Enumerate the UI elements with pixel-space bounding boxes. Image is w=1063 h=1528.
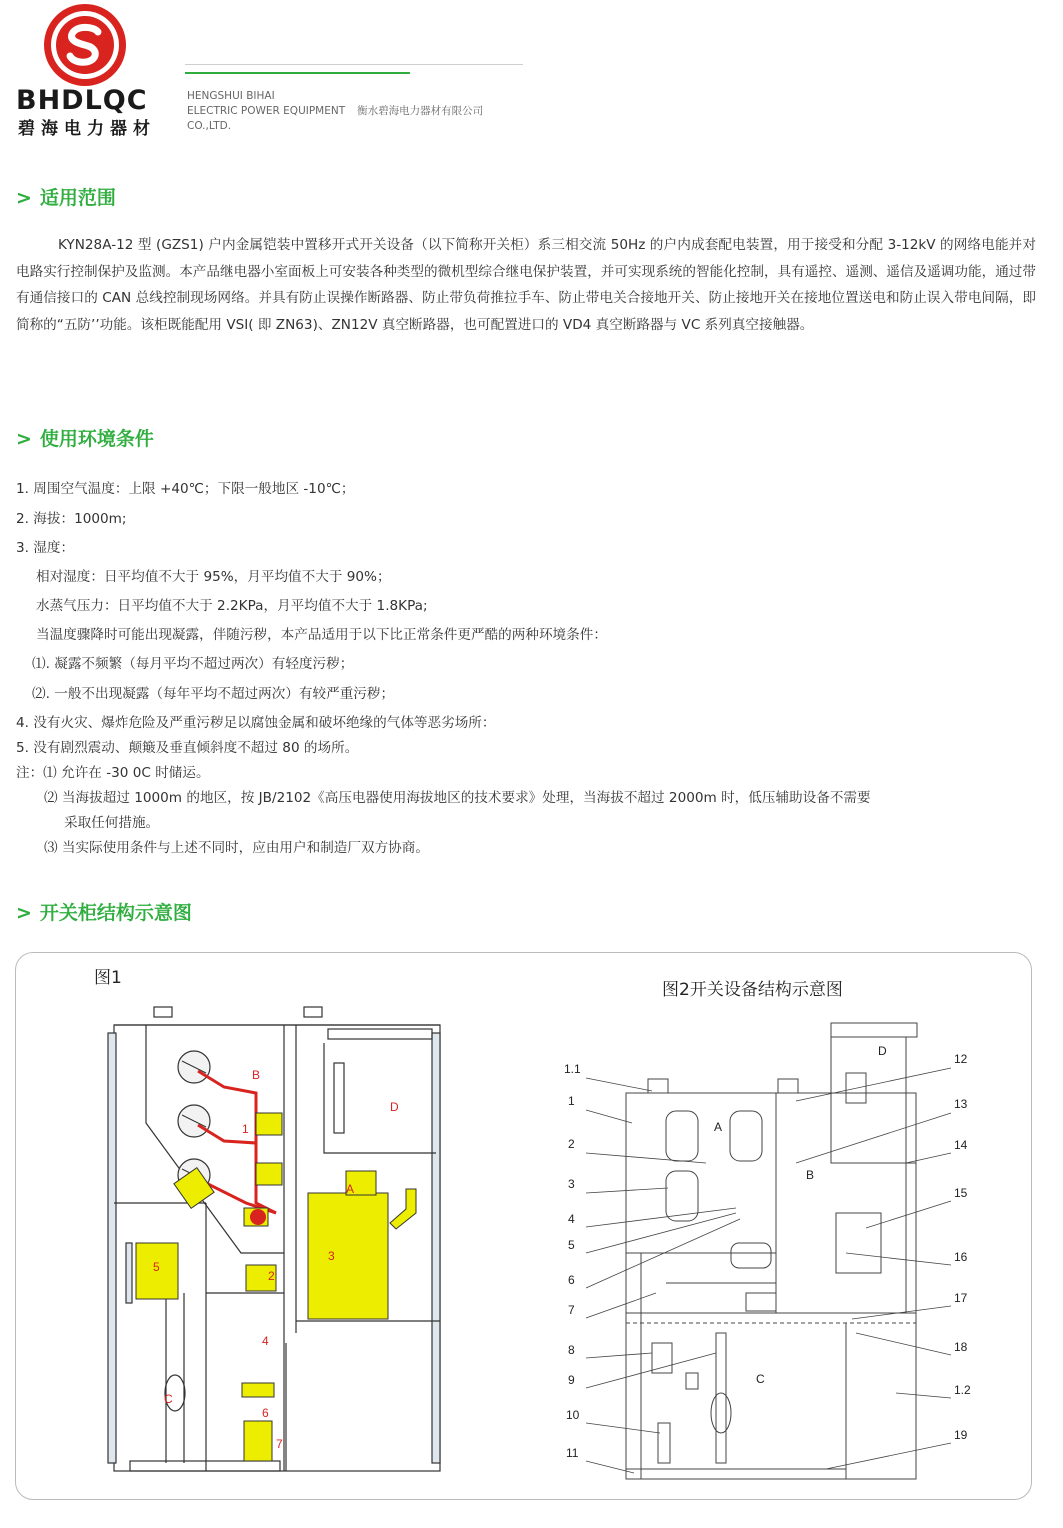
note-line-1: 注：⑴ 允许在 -30 0C 时储运。 [16,765,210,781]
fig2-mark-12: 12 [954,1052,968,1066]
env-line-5: 5. 没有剧烈震动、颠簸及垂直倾斜度不超过 80 的场所。 [16,740,359,756]
fig2-mark-1-2: 1.2 [954,1383,971,1397]
logo-text: BHDLQC [16,85,148,116]
figure1-switchgear-diagram [106,1003,446,1483]
fig2-mark-8: 8 [568,1343,575,1357]
env-line-4: 4. 没有火灾、爆炸危险及严重污秽足以腐蚀金属和破坏绝缘的气体等恶劣场所： [16,715,496,731]
fig1-mark-2: 2 [268,1269,275,1283]
note-line-2-cont: 采取任何措施。 [64,815,160,831]
fig2-mark-D: D [878,1044,887,1058]
section-title-structure: > 开关柜结构示意图 [16,902,192,924]
company-en-line1: HENGSHUI BIHAI [187,90,275,102]
fig2-mark-B: B [806,1168,815,1182]
env-line-humidity: 相对湿度：日平均值不大于 95%，月平均值不大于 90%； [36,569,391,585]
fig2-mark-16: 16 [954,1250,968,1264]
fig2-mark-3: 3 [568,1177,575,1191]
fig2-mark-1-1: 1.1 [564,1062,581,1076]
fig2-mark-15: 15 [954,1186,968,1200]
fig2-mark-A: A [714,1120,723,1134]
fig1-mark-A: A [346,1182,355,1196]
header-divider [185,64,523,65]
note-line-2: ⑵ 当海拔超过 1000m 的地区，按 JB/2102《高压电器使用海拔地区的技术要求》处理，当海拔不超过 2000m 时，低压辅助设备不需要 [44,790,871,806]
company-en-line3: CO.,LTD. [187,120,232,132]
env-line-cond-1: ⑴. 凝露不频繁（每月平均不超过两次）有轻度污秽； [32,656,354,672]
fig2-mark-13: 13 [954,1097,968,1111]
section-title-scope: > 适用范围 [16,187,116,209]
fig1-mark-B: B [252,1068,261,1082]
fig2-mark-14: 14 [954,1138,968,1152]
env-line-2: 2. 海拔：1000m; [16,511,127,527]
logo-chinese-name: 碧海电力器材 [18,119,156,139]
fig1-mark-4: 4 [262,1334,269,1348]
fig2-mark-17: 17 [954,1291,968,1305]
fig2-mark-C: C [756,1372,765,1386]
fig1-mark-3: 3 [328,1249,335,1263]
fig2-mark-6: 6 [568,1273,575,1287]
header-accent-line [185,72,410,74]
chevron-right-icon: > [16,428,32,450]
fig2-mark-10: 10 [566,1408,580,1422]
fig2-mark-5: 5 [568,1238,575,1252]
fig1-mark-5: 5 [153,1260,160,1274]
page-header [0,0,1063,150]
env-line-condensation: 当温度骤降时可能出现凝露，伴随污秽，本产品适用于以下比正常条件更严酷的两种环境条件： [36,627,607,643]
fig1-mark-7: 7 [276,1437,283,1451]
company-cn-name: 衡水碧海电力器材有限公司 [357,105,484,117]
fig1-mark-D: D [390,1100,399,1114]
fig2-mark-18: 18 [954,1340,968,1354]
fig2-mark-11: 11 [566,1446,579,1460]
scope-paragraph: KYN28A-12 型 (GZS1) 户内金属铠装中置移开式开关设备（以下简称开关柜）系三相交流 50Hz 的户内成套配电装置，用于接受和分配 3-12kV 的网络电能并对电路实行控制保护及监测。本产品继电器小室面板上可安装各种类型的微机型综合继电保护装置，并可实现系统的智能化控制，具有遥控、遥测、遥信及遥调功能，通过带有通信接口的 CAN 总线控制现场网络。并具有防止误操作断路器、防止带负荷推拉手车、防止带电关合接地开关、防止接地开关在接地位置送电和防止误入带电间隔，即简称的“五防’’功能。该柜既能配用 VSI( 即 ZN63)、ZN12V 真空断路器，也可配置进口的 VD4 真空断路器与 VC 系列真空接触器。 [16,237,1036,333]
env-line-cond-2: ⑵. 一般不出现凝露（每年平均不超过两次）有较严重污秽； [32,686,395,702]
env-line-1: 1. 周围空气温度：上限 +40℃；下限一般地区 -10℃； [16,481,355,497]
figure2-label: 图2开关设备结构示意图 [662,980,843,1000]
fig2-mark-9: 9 [568,1373,575,1387]
env-line-3: 3. 湿度： [16,540,75,556]
figure1-label: 图1 [94,968,122,988]
fig2-mark-2: 2 [568,1137,575,1151]
fig2-mark-7: 7 [568,1303,575,1317]
chevron-right-icon: > [16,187,32,209]
fig1-mark-6: 6 [262,1406,269,1420]
company-logo-icon [42,2,128,88]
figure2-switchgear-diagram [556,1013,996,1483]
section-title-environment: > 使用环境条件 [16,428,154,450]
chevron-right-icon: > [16,902,32,924]
fig2-mark-19: 19 [954,1428,968,1442]
company-name [187,89,483,134]
fig1-mark-C: C [164,1392,173,1406]
note-line-3: ⑶ 当实际使用条件与上述不同时，应由用户和制造厂双方协商。 [44,840,429,856]
fig2-mark-4: 4 [568,1212,575,1226]
env-line-vapor: 水蒸气压力：日平均值不大于 2.2KPa，月平均值不大于 1.8KPa; [36,598,428,614]
structure-diagram-frame [15,952,1032,1500]
fig2-mark-1: 1 [568,1094,575,1108]
fig1-mark-1: 1 [242,1122,249,1136]
company-en-line2: ELECTRIC POWER EQUIPMENT [187,105,346,117]
